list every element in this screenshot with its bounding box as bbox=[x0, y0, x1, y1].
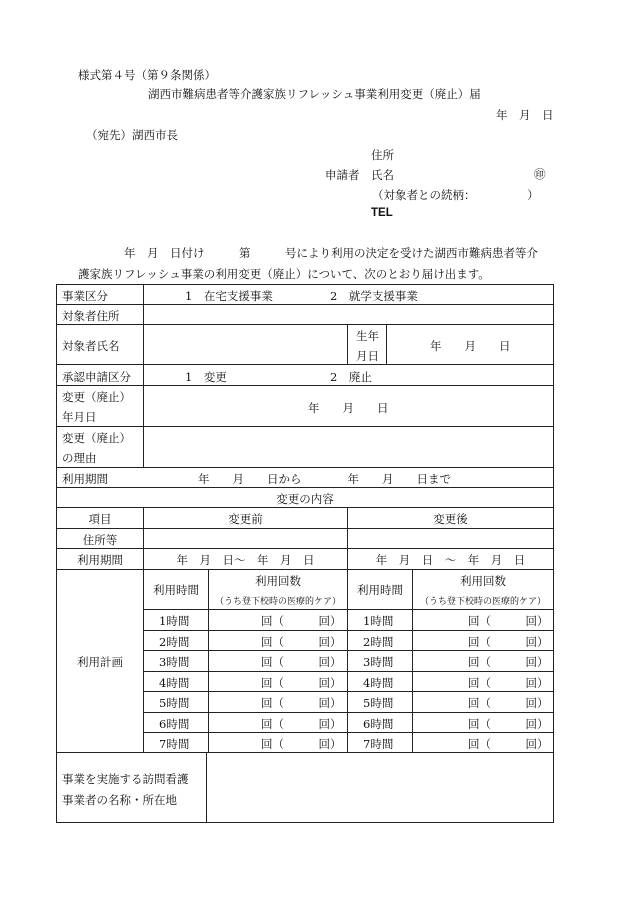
count-before-cell: 回（ 回） bbox=[261, 635, 342, 649]
approval-option-change: 1 変更 bbox=[185, 370, 227, 384]
applicant-relation: （対象者との続柄： ） bbox=[372, 188, 539, 202]
hours-header-before: 利用時間 bbox=[153, 583, 199, 597]
service-type-label: 事業区分 bbox=[62, 289, 108, 303]
intro-line-2: 護家族リフレッシュ事業の利用変更（廃止）について、次のとおり届け出ます。 bbox=[78, 267, 490, 281]
hours-after-cell: 5時間 bbox=[363, 696, 394, 710]
addressee: （宛先）湖西市長 bbox=[86, 128, 178, 142]
count-before-cell: 回（ 回） bbox=[261, 717, 342, 731]
change-date-label-bottom: 年月日 bbox=[62, 410, 97, 424]
count-after-cell: 回（ 回） bbox=[468, 614, 549, 628]
count-header-after: 利用回数 bbox=[460, 574, 506, 588]
submission-date: 年 月 日 bbox=[496, 108, 554, 122]
count-before-cell: 回（ 回） bbox=[261, 737, 342, 751]
hours-after-cell: 7時間 bbox=[363, 737, 394, 751]
hours-before-cell: 2時間 bbox=[159, 635, 190, 649]
provider-label-bottom: 事業者の名称・所在地 bbox=[62, 793, 177, 807]
count-before-cell: 回（ 回） bbox=[261, 614, 342, 628]
form-title: 湖西市難病患者等介護家族リフレッシュ事業利用変更（廃止）届 bbox=[148, 87, 481, 101]
service-option-home: 1 在宅支援事業 bbox=[185, 289, 273, 303]
hours-header-after: 利用時間 bbox=[357, 583, 403, 597]
count-subheader-before: （うち登下校時の医療的ケア） bbox=[214, 597, 341, 607]
hours-after-cell: 6時間 bbox=[363, 717, 394, 731]
hours-after-cell: 4時間 bbox=[363, 676, 394, 690]
count-after-cell: 回（ 回） bbox=[468, 737, 549, 751]
applicant-role-label: 申請者 bbox=[325, 168, 360, 182]
change-date-label-top: 変更（廃止） bbox=[62, 390, 131, 404]
provider-label-top: 事業を実施する訪問看護 bbox=[62, 772, 189, 786]
target-name-label: 対象者氏名 bbox=[62, 339, 120, 353]
applicant-name-label: 氏名 bbox=[371, 168, 394, 182]
target-address-label: 対象者住所 bbox=[62, 309, 120, 323]
hours-before-cell: 1時間 bbox=[159, 614, 190, 628]
hours-before-cell: 3時間 bbox=[159, 655, 190, 669]
period-row-label: 利用期間 bbox=[77, 553, 123, 567]
count-before-cell: 回（ 回） bbox=[261, 676, 342, 690]
hours-before-cell: 5時間 bbox=[159, 696, 190, 710]
item-header: 項目 bbox=[88, 512, 112, 526]
count-after-cell: 回（ 回） bbox=[468, 676, 549, 690]
form-number: 様式第４号（第９条関係） bbox=[78, 68, 216, 82]
change-content-header: 変更の内容 bbox=[276, 492, 334, 506]
period-after-value: 年 月 日 ～ 年 月 日 bbox=[375, 553, 526, 567]
service-option-school: 2 就学支援事業 bbox=[330, 289, 418, 303]
reason-label-bottom: の理由 bbox=[62, 451, 97, 465]
approval-option-abolish: 2 廃止 bbox=[330, 370, 372, 384]
plan-label: 利用計画 bbox=[77, 655, 123, 669]
intro-line-1: 年 月 日付け 第 号により利用の決定を受けた湖西市難病患者等介 bbox=[124, 246, 538, 260]
birth-date-value: 年 月 日 bbox=[430, 339, 511, 353]
period-before-value: 年 月 日～ 年 月 日 bbox=[176, 553, 315, 567]
period-label: 利用期間 bbox=[62, 472, 108, 486]
count-after-cell: 回（ 回） bbox=[468, 717, 549, 731]
applicant-address-label: 住所 bbox=[371, 148, 394, 162]
applicant-tel-label: TEL bbox=[371, 207, 393, 219]
after-header: 変更後 bbox=[433, 512, 468, 526]
count-after-cell: 回（ 回） bbox=[468, 696, 549, 710]
birth-label-bottom: 月日 bbox=[356, 349, 379, 363]
count-subheader-after: （うち登下校時の医療的ケア） bbox=[419, 597, 546, 607]
hours-after-cell: 1時間 bbox=[363, 614, 394, 628]
count-after-cell: 回（ 回） bbox=[468, 655, 549, 669]
hours-before-cell: 7時間 bbox=[159, 737, 190, 751]
reason-label-top: 変更（廃止） bbox=[62, 431, 131, 445]
hours-before-cell: 4時間 bbox=[159, 676, 190, 690]
approval-type-label: 承認申請区分 bbox=[62, 370, 131, 384]
hours-after-cell: 3時間 bbox=[363, 655, 394, 669]
address-row-label: 住所等 bbox=[82, 533, 118, 547]
change-date-value: 年 月 日 bbox=[308, 401, 389, 415]
seal-mark: ㊞ bbox=[534, 167, 546, 181]
before-header: 変更前 bbox=[228, 512, 263, 526]
hours-after-cell: 2時間 bbox=[363, 635, 394, 649]
count-after-cell: 回（ 回） bbox=[468, 635, 549, 649]
count-before-cell: 回（ 回） bbox=[261, 696, 342, 710]
hours-before-cell: 6時間 bbox=[159, 717, 190, 731]
period-value: 年 月 日から 年 月 日まで bbox=[198, 472, 451, 486]
count-before-cell: 回（ 回） bbox=[261, 655, 342, 669]
birth-label-top: 生年 bbox=[356, 329, 379, 343]
count-header-before: 利用回数 bbox=[255, 574, 301, 588]
